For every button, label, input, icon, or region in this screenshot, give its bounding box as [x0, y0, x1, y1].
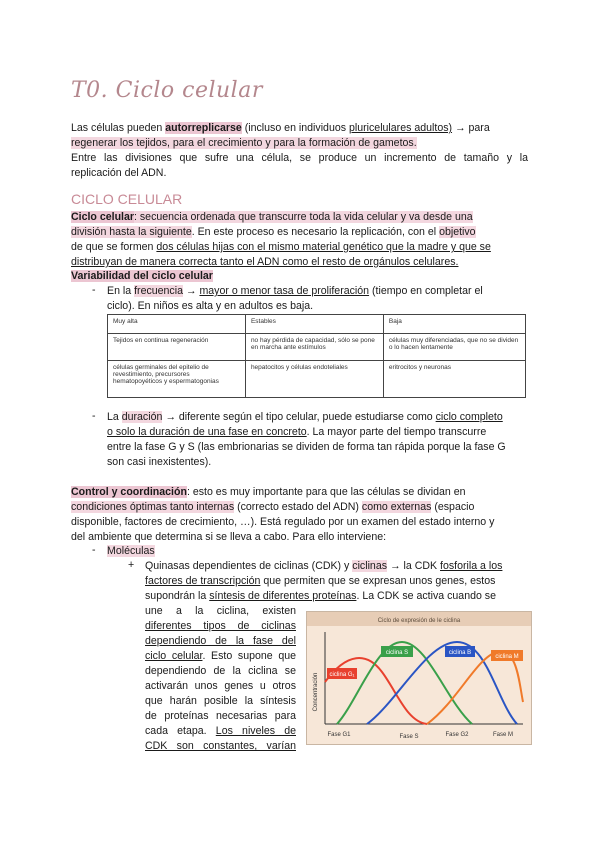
highlight-condiciones: condiciones óptimas tanto internas — [71, 501, 235, 513]
highlight-duracion: duración — [121, 411, 163, 423]
underlined-text: CDK son constantes, varían — [145, 740, 296, 752]
bullet-text: → diferente según el tipo celular, puede estudiarse como — [162, 411, 436, 423]
control-paragraph — [71, 485, 528, 545]
page-title: T0. Ciclo celular — [71, 78, 263, 103]
table-row — [108, 334, 526, 361]
cdk-text: . Esto supone que — [202, 650, 296, 662]
control-text: : esto es muy importante para que las células se dividan en — [186, 486, 466, 498]
table-cell: células muy diferenciadas, que no se dividen o lo hacen lentamente — [383, 334, 525, 361]
figure-ylabel: Concentración — [313, 672, 319, 712]
highlight-externas: como externas — [361, 501, 432, 513]
highlight-ciclinas: ciclinas — [352, 560, 388, 572]
cdk-text: de proteínas necesarias para — [145, 710, 296, 722]
curve-label: ciclina G₁ — [329, 672, 355, 678]
intro-text: Las células pueden — [71, 122, 166, 134]
highlight-definition: división hasta la siguiente — [71, 226, 192, 238]
bullet-text: En la — [107, 285, 135, 297]
variability-heading — [71, 269, 213, 284]
highlight-moleculas: Moléculas — [107, 545, 155, 557]
underlined-text: fosforila a los — [440, 560, 503, 572]
intro-paragraph — [71, 121, 528, 181]
intro-text: replicación del ADN. — [71, 167, 167, 179]
bullet-text: (tiempo en completar el — [369, 285, 483, 297]
bullet-duracion — [107, 410, 528, 470]
phase-label: Fase G2 — [445, 732, 469, 738]
highlight-definition: : secuencia ordenada que transcurre toda la vida celular y va desde una — [134, 211, 473, 223]
bullet-text: ciclo). En niños es alta y en adultos es baja. — [107, 300, 314, 312]
proliferation-table — [107, 314, 526, 398]
term-ciclo-celular: Ciclo celular — [71, 211, 134, 223]
bullet-text: La — [107, 411, 122, 423]
underlined-text: mayor o menor tasa de proliferación — [199, 285, 370, 297]
table-cell: Estables — [245, 315, 383, 334]
cdk-text: que permiten que se expresan unos genes, estos — [260, 575, 496, 587]
underlined-text: ciclo celular — [145, 650, 203, 662]
control-text: del ambiente que determina si se lleva a cabo. Para ello interviene: — [71, 531, 387, 543]
table-cell: células germinales del epitelio de revestimiento, precursores hematopoyéticos y espermatogonias — [108, 361, 246, 398]
intro-text: → para — [452, 122, 490, 134]
underlined-text: síntesis de diferentes proteínas — [209, 590, 357, 602]
bullet-dash: - — [92, 410, 96, 422]
intro-text: (incluso en individuos — [241, 122, 349, 134]
underlined-text: dependiendo de la fase del — [145, 635, 296, 647]
underlined-text: o solo la duración de una fase en concreto — [107, 426, 307, 438]
underlined-text: factores de transcripción — [145, 575, 261, 587]
underlined-text: pluricelulares adultos) — [348, 122, 453, 134]
cdk-text: cada etapa. — [145, 725, 216, 737]
bullet-text: son casi inexistentes). — [107, 456, 212, 468]
bullet-plus: + — [128, 559, 135, 571]
cdk-wrap-column — [145, 604, 296, 754]
table-cell: hepatocitos y células endoteliales — [245, 361, 383, 398]
highlight-objetivo: objetivo — [439, 226, 476, 238]
definition-paragraph — [71, 210, 528, 270]
definition-text: . En este proceso es necesario la replicación, con el — [191, 226, 440, 238]
cdk-text: → la CDK — [387, 560, 441, 572]
underlined-text: dos células hijas con el mismo material genético que la madre y que se — [156, 241, 491, 253]
underlined-text: Los niveles de — [215, 725, 296, 737]
bullet-dash: - — [92, 544, 96, 556]
intro-text: Entre las divisiones que sufre una célula, se produce un incremento de tamaño y la — [71, 152, 528, 164]
bullet-text: entre la fase G y S (las embrionarias se dividen de forma tan rápida porque la fase G — [107, 441, 506, 453]
table-cell: eritrocitos y neuronas — [383, 361, 525, 398]
control-text: (correcto estado del ADN) — [234, 501, 362, 513]
table-cell: no hay pérdida de capacidad, sólo se pone en marcha ante estímulos — [245, 334, 383, 361]
cyclin-diagram — [307, 612, 531, 744]
table-row — [108, 361, 526, 398]
cdk-text: activarán unos genes u otros — [145, 680, 296, 692]
section-title: CICLO CELULAR — [71, 191, 183, 207]
highlight-autorreplicarse: autorreplicarse — [165, 122, 242, 134]
table-cell: Muy alta — [108, 315, 246, 334]
cdk-paragraph — [145, 559, 528, 604]
curve-ciclina-g1 — [325, 658, 427, 724]
table-cell: Baja — [383, 315, 525, 334]
table-cell: Tejidos en continua regeneración — [108, 334, 246, 361]
molecules-label — [107, 544, 155, 559]
cdk-text: dependiendo de la ciclina se — [145, 665, 296, 677]
underlined-text: ciclo completo — [435, 411, 503, 423]
bullet-frecuencia — [107, 284, 528, 314]
heading-text: Variabilidad del ciclo celular — [71, 270, 213, 282]
table-header-row — [108, 315, 526, 334]
figure-title: Ciclo de expresión de le ciclina — [377, 618, 461, 624]
cdk-text: . La CDK se activa cuando se — [356, 590, 496, 602]
bullet-dash: - — [92, 284, 96, 296]
curve-label: ciclina M — [495, 654, 519, 660]
cdk-text: que harán posible la síntesis — [145, 695, 296, 707]
phase-label: Fase S — [399, 734, 419, 740]
cdk-text: une a la ciclina, existen — [145, 605, 296, 617]
underlined-text: diferentes tipos de ciclinas — [145, 620, 296, 632]
phase-label: Fase M — [492, 732, 514, 738]
underlined-text: distribuyan de manera correcta tanto el ADN como el resto de orgánulos celulares. — [71, 256, 459, 268]
highlight-frecuencia: frecuencia — [134, 285, 183, 297]
cdk-text: supondrán la — [145, 590, 210, 602]
highlight-regenerar: regenerar los tejidos, para el crecimiento y para la formación de gametos. — [71, 137, 417, 149]
control-text: disponible, factores de crecimiento, …). Está regulado por un examen del estado interno y — [71, 516, 495, 528]
definition-text: de que se formen — [71, 241, 157, 253]
bullet-text: → — [182, 285, 200, 297]
term-control: Control y coordinación — [71, 486, 187, 498]
cdk-text: Quinasas dependientes de ciclinas (CDK) y — [145, 560, 353, 572]
phase-label: Fase G1 — [327, 732, 351, 738]
curve-label: ciclina S — [385, 650, 409, 656]
curve-label: ciclina B — [448, 650, 472, 656]
cyclin-figure — [306, 611, 532, 745]
control-text: (espacio — [431, 501, 475, 513]
bullet-text: . La mayor parte del tiempo transcurre — [306, 426, 487, 438]
